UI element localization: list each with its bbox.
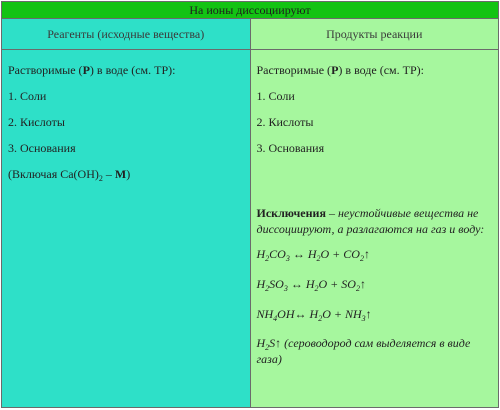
intro-mark: Р (82, 63, 90, 77)
reagent-item-salts: 1. Соли (8, 89, 47, 103)
table-title: На ионы диссоциируют (2, 2, 499, 19)
reagents-intro (8, 63, 244, 77)
product-item-salts: 1. Соли (256, 89, 295, 103)
intro-text-end: ) в воде (см. ТР): (89, 63, 176, 77)
header-reagents: Реагенты (исходные вещества) (2, 19, 251, 50)
equation-ammonium: $NH_4OH\leftrightarrow$ $H_2O$ + $NH_3↑$ (256, 307, 372, 323)
dissociation-table (1, 1, 499, 408)
note-text: (Включая Ca(OH) (8, 167, 99, 181)
reagent-item-bases: 3. Основания (8, 141, 76, 155)
note-dash: – (102, 167, 115, 181)
equation-sulfurous: $H_2SO_3$ ↔ $H_2O$ + $SO_2↑$ (256, 277, 366, 293)
note-mark: М (114, 167, 127, 181)
note-close: ) (126, 167, 131, 181)
exceptions-label: Исключения (256, 206, 326, 220)
intro-text: Растворимые ( (8, 63, 83, 77)
exceptions-text: – неустойчивые вещества не диссоциируют, а разлагаются на газ и воду: (256, 206, 485, 236)
products-intro (257, 63, 493, 77)
equation-hydrogen-sulfide: $H_2S↑$ (сероводород сам выделяется в виде газа) (256, 336, 471, 366)
equation-carbonic: $H_2CO_3$ ↔ $H_2O$ + $CO_2↑$ (256, 247, 370, 263)
header-products: Продукты реакции (250, 19, 499, 50)
reagent-item-acids: 2. Кислоты (8, 115, 65, 129)
intro-mark: Р (331, 63, 339, 77)
exceptions-paragraph (257, 205, 493, 237)
note-sub: 2 (98, 174, 103, 183)
intro-text-end: ) в воде (см. ТР): (338, 63, 424, 77)
intro-text: Растворимые ( (256, 63, 332, 77)
reagents-cell (2, 50, 251, 408)
products-cell (250, 50, 499, 408)
product-item-acids: 2. Кислоты (256, 115, 314, 129)
reagents-note (8, 167, 244, 181)
product-item-bases: 3. Основания (256, 141, 325, 155)
